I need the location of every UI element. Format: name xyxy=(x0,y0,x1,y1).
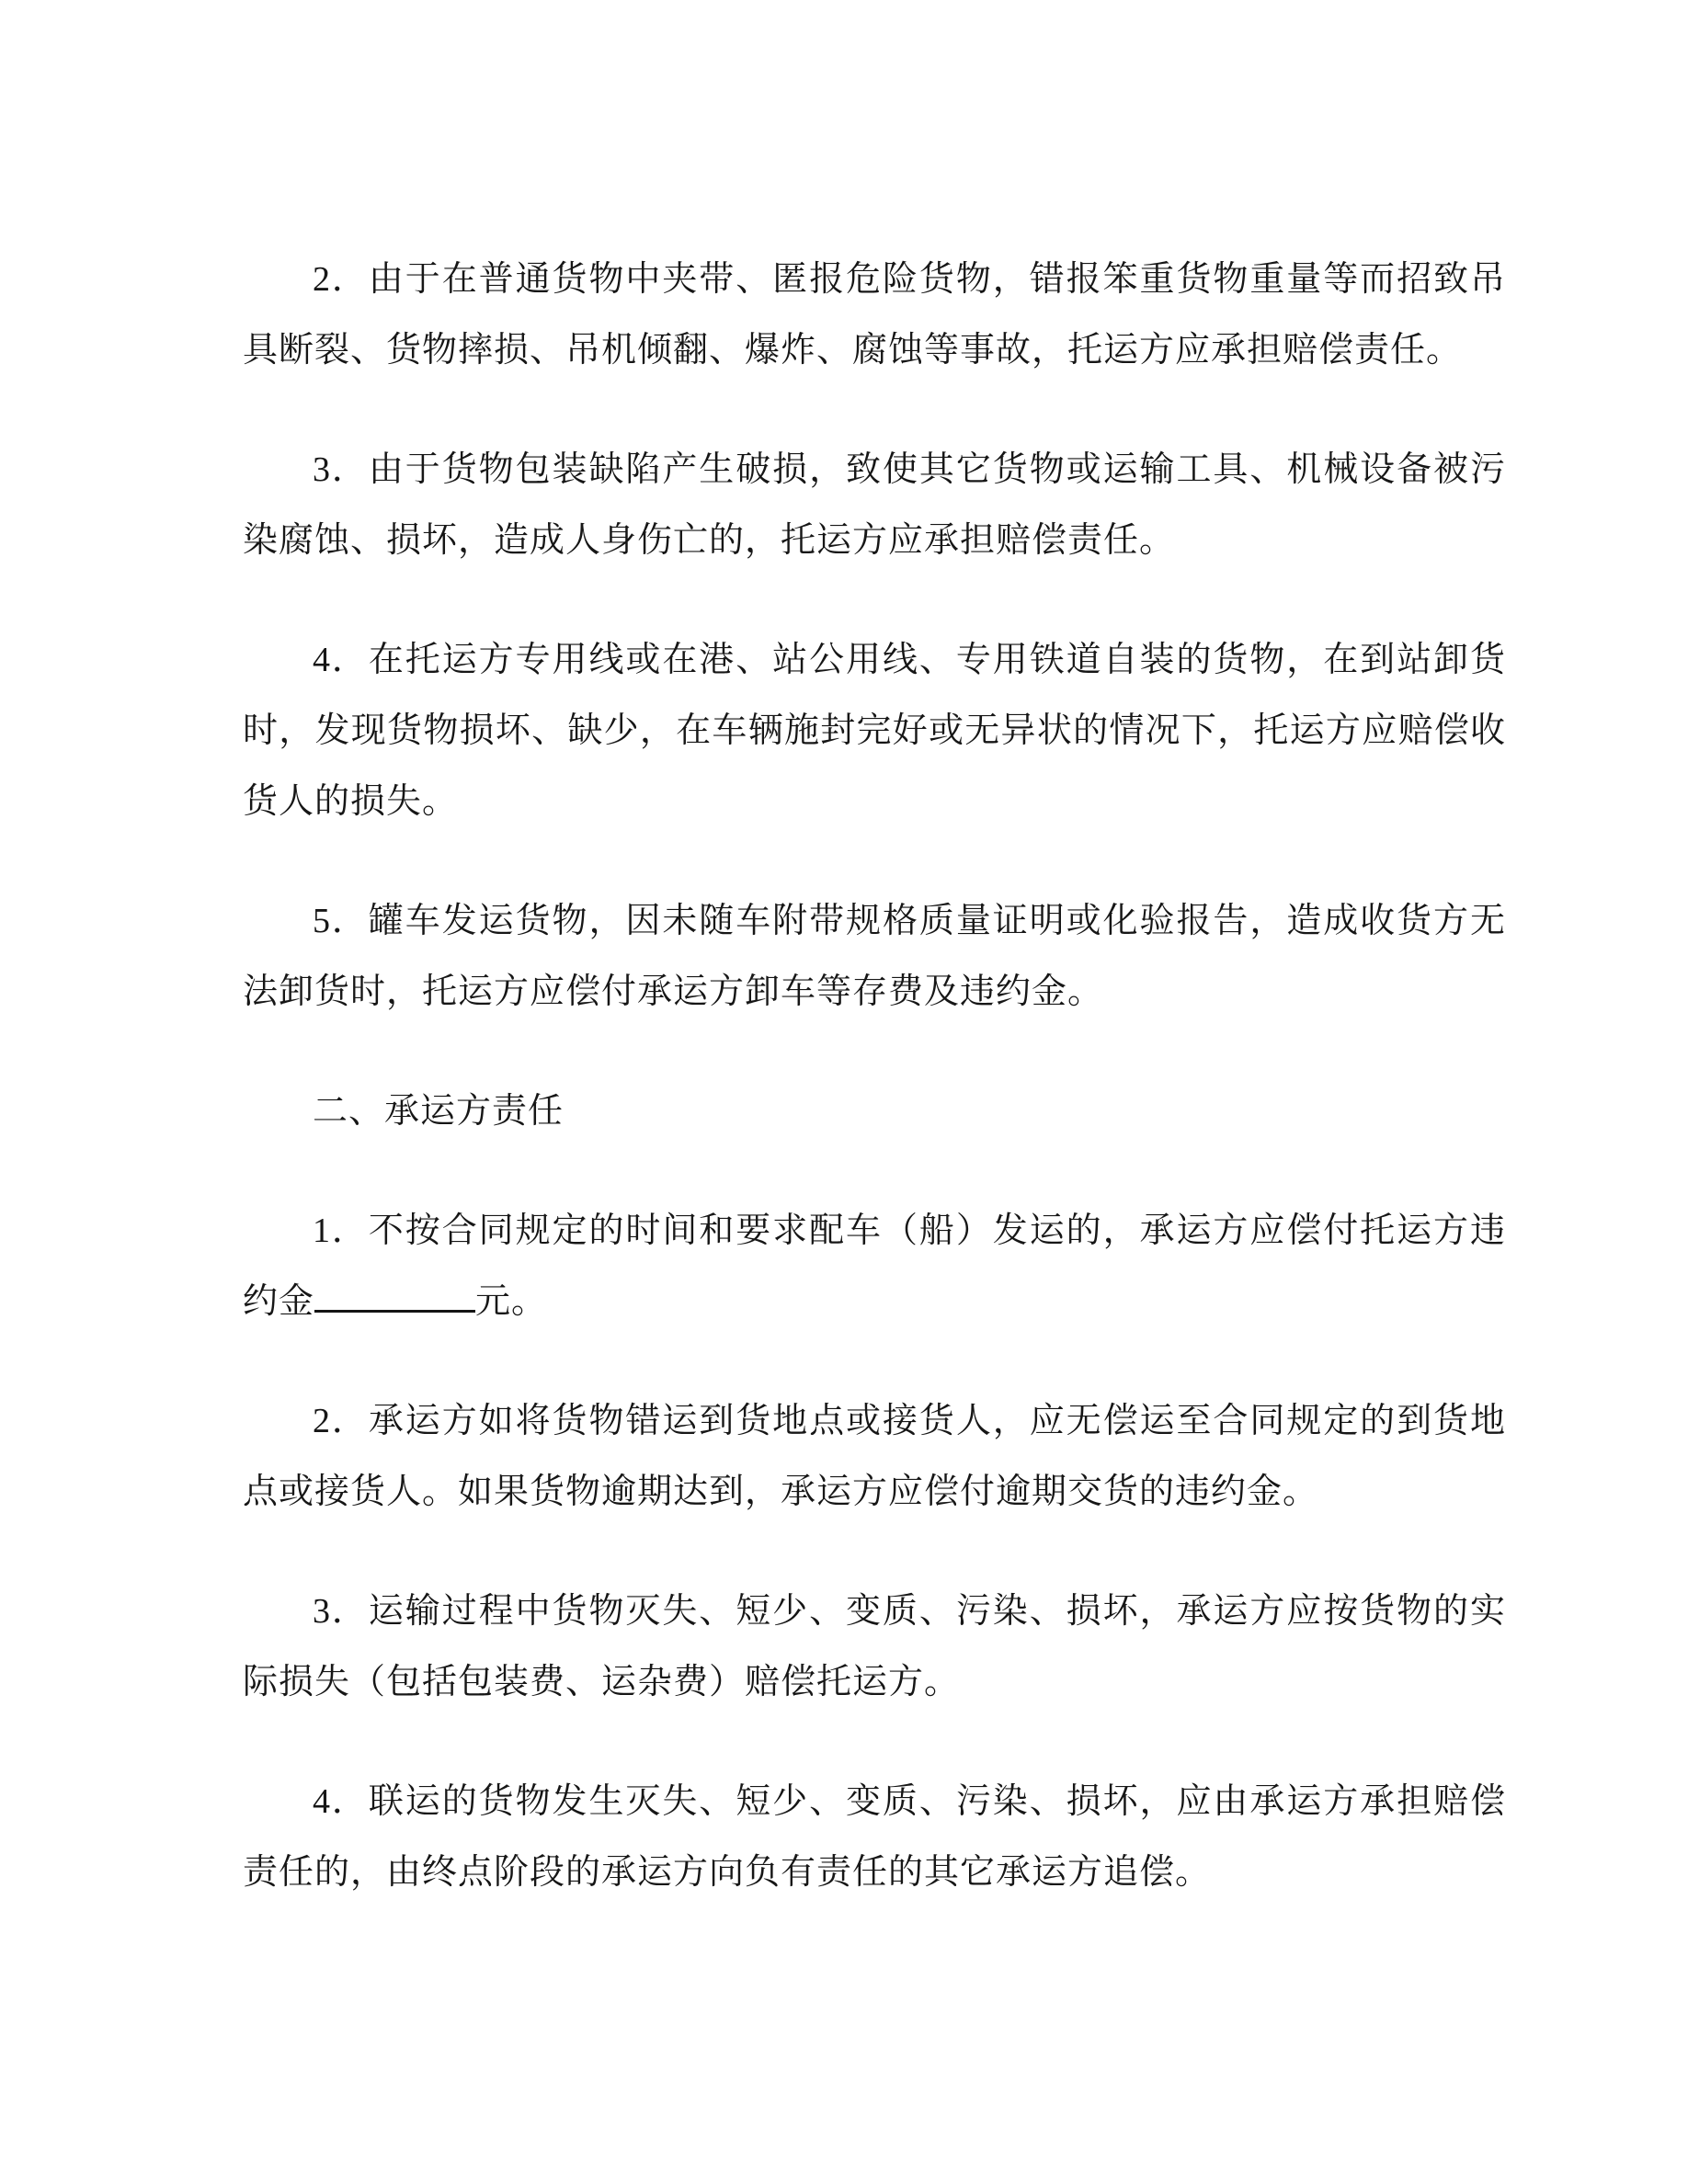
section-heading-carrier-liability: 二、承运方责任 xyxy=(313,1092,565,1131)
clause-carrier-4: 4．联运的货物发生灭失、短少、变质、污染、损坏，应由承运方承担赔偿责任的，由终点阶段的承运方向负有责任的其它承运方追偿。 xyxy=(243,1782,1506,1892)
clause-shipper-5: 5．罐车发运货物，因未随车附带规格质量证明或化验报告，造成收货方无法卸货时，托运方应偿付承运方卸车等存费及违约金。 xyxy=(243,902,1506,1011)
clause-shipper-4: 4．在托运方专用线或在港、站公用线、专用铁道自装的货物，在到站卸货时，发现货物损坏、缺少，在车辆施封完好或无异状的情况下，托运方应赔偿收货人的损失。 xyxy=(243,641,1506,821)
clause-carrier-2: 2．承运方如将货物错运到货地点或接货人，应无偿运至合同规定的到货地点或接货人。如果货物逾期达到，承运方应偿付逾期交货的违约金。 xyxy=(243,1402,1506,1511)
clause-shipper-3: 3．由于货物包装缺陷产生破损，致使其它货物或运输工具、机械设备被污染腐蚀、损坏，造成人身伤亡的，托运方应承担赔偿责任。 xyxy=(243,450,1506,560)
clause-carrier-1-text-after-blank: 元。 xyxy=(475,1282,548,1321)
clause-carrier-1-text-before-blank: 1．不按合同规定的时间和要求配车（船）发运的，承运方应偿付托运方违约金 xyxy=(243,1211,1506,1321)
clause-shipper-2: 2．由于在普通货物中夹带、匿报危险货物，错报笨重货物重量等而招致吊具断裂、货物摔损、吊机倾翻、爆炸、腐蚀等事故，托运方应承担赔偿责任。 xyxy=(243,260,1506,370)
clause-carrier-1 xyxy=(243,1196,1506,1337)
penalty-amount-blank xyxy=(314,1310,475,1313)
clause-carrier-3: 3．运输过程中货物灭失、短少、变质、污染、损坏，承运方应按货物的实际损失（包括包装费、运杂费）赔偿托运方。 xyxy=(243,1592,1506,1701)
